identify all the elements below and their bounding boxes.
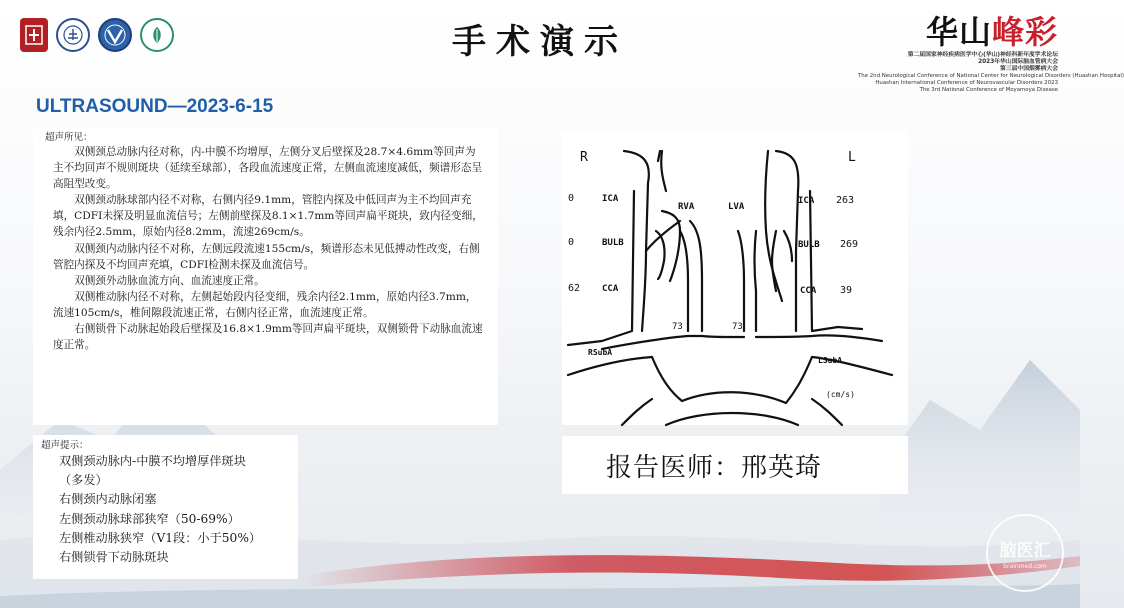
findings-paragraph: 双侧颈动脉球部内径不对称，右侧内径9.1mm，管腔内探及中低回声为主不均回声充填，CDFI未探及明显血流信号；左侧前壁探及8.1×1.7mm等回声扁平斑块，致内径变细，残余内径2.5mm，原始内径8.2mm，流速269cm/s。 [53,194,483,239]
conclusion-item: （多发） [59,473,108,488]
ica-left-value: 263 [836,195,855,206]
university-logo [56,18,90,52]
report-doctor: 报告医师：邢英琦 [562,436,908,494]
cca-left-label: CCA [800,286,817,296]
header-logos [20,18,174,52]
lsuba-label: LSubA [818,356,843,365]
findings-paragraph: 双侧颈外动脉血流方向、血流速度正常。 [74,274,265,287]
center-logo [98,18,132,52]
brand-line: 第二届国家神经疾病医学中心(华山)神经科新年度学术论坛 [907,52,1058,58]
brand-name-part2: 峰彩 [991,13,1058,51]
conclusion-item: 左侧颈动脉球部狭窄（50-69%） [59,511,240,526]
findings-paragraph: 右侧锁骨下动脉起始段后壁探及16.8×1.9mm等回声扁平斑块，双侧锁骨下动脉血流速度正常。 [53,323,483,352]
ica-right-label: ICA [602,194,619,204]
lva-value: 73 [732,322,743,332]
slide-title: 手术演示 [452,22,628,62]
cca-right-label: CCA [602,284,619,294]
brand-line: The 2nd Neurological Conference of National Center for Neurological Disorders (Huashan Hospital) [858,73,1124,79]
cca-right-value: 62 [568,283,581,294]
watermark-subtext: brainmed.com [1003,563,1047,570]
findings-paragraph: 双侧颈总动脉内径对称，内-中膜不均增厚，左侧分叉后壁探及28.7×4.6mm等回声为主不均回声不规则斑块（延续至球部），各段血流速度正常，左侧血流速度减低，频谱形态呈高阻型改变。 [53,146,483,191]
brand-line: The 3rd National Conference of Moyamoya Disease [919,87,1058,93]
watermark-badge [986,514,1064,592]
vessel-schematic [562,131,908,425]
watermark-text: 脑医汇 [999,541,1051,561]
side-right-label: R [580,150,588,165]
conference-brand [858,12,1124,94]
brand-line: 2023年华山国际脑血管病大会 [978,59,1058,65]
section-heading: ULTRASOUND—2023-6-15 [36,96,274,117]
conclusion-heading: 超声提示： [41,440,89,451]
institute-logo [140,18,174,52]
bulb-left-value: 269 [840,239,859,250]
bulb-left-label: BULB [798,240,820,250]
brand-line: Huashan International Conference of Neurovascular Disorders 2023 [875,80,1058,86]
brand-logo [858,12,1058,52]
ica-left-label: ICA [798,196,815,206]
bulb-right-label: BULB [602,238,624,248]
rva-value: 73 [672,322,683,332]
findings-heading: 超声所见： [45,132,93,143]
side-left-label: L [848,150,856,165]
carotid-vessel-diagram [562,131,908,425]
ica-right-value: 0 [568,193,575,204]
conclusion-item: 右侧颈内动脉闭塞 [59,492,157,507]
brand-line: 第三届中国烟雾病大会 [1000,66,1058,72]
conclusion-item: 右侧锁骨下动脉斑块 [59,550,169,565]
rva-label: RVA [678,202,695,212]
rsuba-label: RSubA [588,348,613,357]
ultrasound-conclusion-panel [33,435,298,579]
brand-name-part1: 华山 [925,13,992,51]
conclusion-item: 双侧颈动脉内-中膜不均增厚伴斑块 [59,454,246,468]
conclusion-item: 左侧椎动脉狭窄（V1段：小于50%） [59,530,262,545]
ultrasound-findings-panel [33,127,498,425]
findings-paragraph: 双侧颈内动脉内径不对称，左侧远段流速155cm/s，频谱形态未见低搏动性改变，右侧管腔内探及不均回声充填，CDFI检测未探及血流信号。 [53,242,480,271]
bulb-right-value: 0 [568,237,575,248]
lva-label: LVA [728,202,745,212]
findings-paragraph: 双侧椎动脉内径不对称，左侧起始段内径变细，残余内径2.1mm，原始内径3.7mm，流速105cm/s，椎间隙段流速正常，右侧内径正常，血流速度正常。 [53,290,477,319]
cca-left-value: 39 [840,285,853,296]
hospital-logo [20,18,48,52]
unit-label: (cm/s) [826,390,855,399]
